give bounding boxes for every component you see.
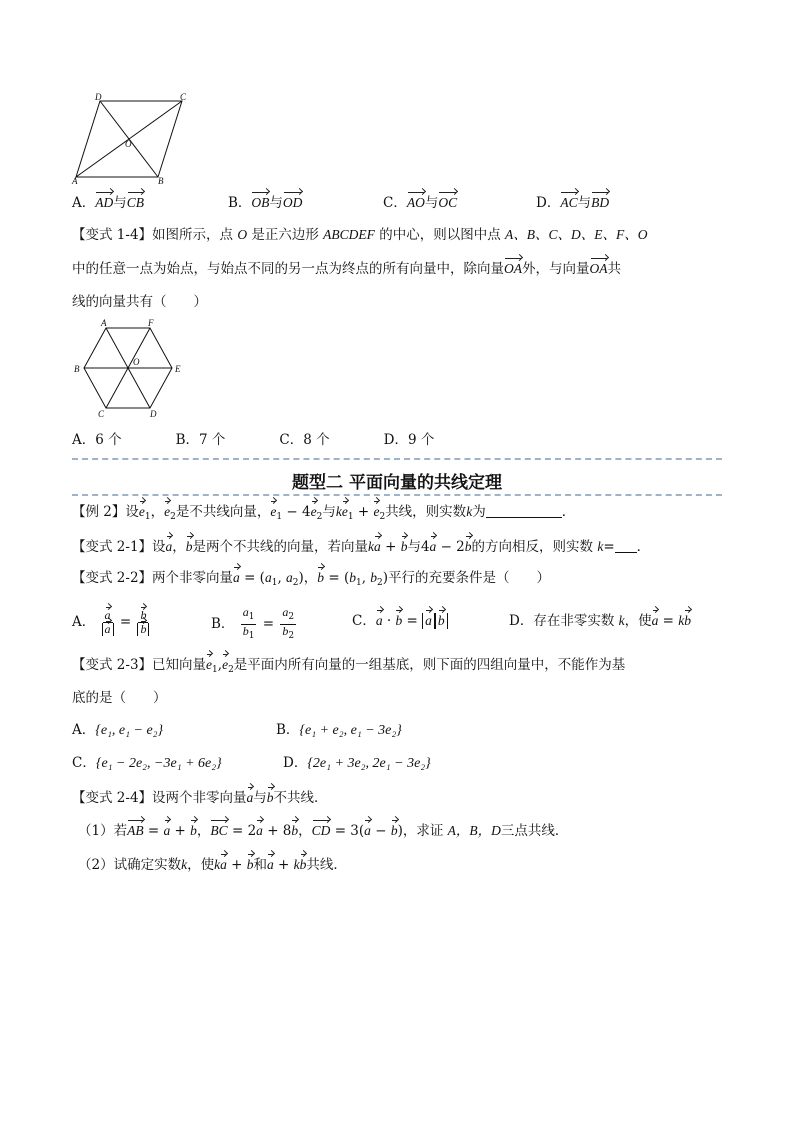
text: ，使 xyxy=(624,613,652,629)
text: ，使 xyxy=(187,857,215,873)
math: b xyxy=(282,624,289,638)
subscript: 1 xyxy=(248,612,255,622)
math: + xyxy=(380,539,401,555)
subscript: 2 xyxy=(288,612,295,622)
vector: AC xyxy=(560,195,578,210)
vector: a xyxy=(246,790,254,805)
subscript: 2 xyxy=(288,631,295,641)
text: ， xyxy=(298,823,312,839)
text: 外，与向量 xyxy=(522,261,590,277)
option-key: A． xyxy=(72,614,96,630)
label-b: B xyxy=(74,364,80,374)
text: 与 xyxy=(322,504,336,520)
text: 底的是（ ） xyxy=(72,690,167,706)
label-b: B xyxy=(158,176,164,185)
question-tag: 【变式 2-3】 xyxy=(72,657,153,673)
label-c: C xyxy=(98,409,105,419)
option-set: {2e₁ + 3e₂, 2e₁ − 3e₂} xyxy=(307,756,431,771)
subscript: 2 xyxy=(170,512,176,522)
text: ， xyxy=(196,823,211,839)
v23-option-c xyxy=(72,754,222,773)
math: b xyxy=(370,570,378,585)
variant-2-4 xyxy=(72,789,328,807)
question-tag: 【变式 2-1】 xyxy=(72,539,153,555)
math: , xyxy=(361,570,371,586)
section-divider-top xyxy=(72,458,722,460)
option-set: {e₁, e₁ − e₂} xyxy=(95,723,164,738)
option-key: B． xyxy=(211,616,235,632)
text: 三点共线． xyxy=(500,823,569,839)
question-tag: 【变式 1-4】 xyxy=(72,227,153,243)
option-key: C． xyxy=(352,613,376,629)
text: （1）若 xyxy=(78,823,128,839)
vector: a xyxy=(364,823,371,838)
v22-option-b xyxy=(211,605,298,641)
text: 平行的充要条件是（ ） xyxy=(388,570,551,586)
vector: OB xyxy=(251,195,270,210)
vector: AO xyxy=(406,195,425,210)
vector: a xyxy=(425,613,432,628)
label-f: F xyxy=(148,318,154,328)
option-key: D． xyxy=(283,755,308,771)
math: k xyxy=(466,504,473,519)
question-tag: 【变式 2-4】 xyxy=(72,790,153,806)
vector: a xyxy=(374,539,381,554)
v23-option-b xyxy=(276,721,402,740)
label-a: A xyxy=(101,318,107,328)
subscript: 1 xyxy=(212,665,218,675)
math: k xyxy=(678,613,685,628)
math: O xyxy=(237,227,248,242)
option-set: {e₁ − 2e₂, −3e₁ + 6e₂} xyxy=(95,756,222,771)
text: 如图所示，点 xyxy=(152,227,238,243)
subscript: 2 xyxy=(316,512,323,522)
option-text: 与 xyxy=(269,195,283,211)
option-key: B． xyxy=(228,195,252,211)
answer-blank[interactable] xyxy=(486,517,562,518)
vector: AB xyxy=(127,823,144,838)
subscript: 2 xyxy=(228,665,234,675)
variant-2-1 xyxy=(72,538,650,556)
option-key: D． xyxy=(536,195,561,211)
variant-2-3-line-2 xyxy=(72,689,167,707)
math: b xyxy=(349,570,356,585)
vector: a xyxy=(375,613,383,628)
vector: a xyxy=(429,539,437,554)
q13-option-c xyxy=(383,194,457,212)
math: ) xyxy=(298,570,304,586)
math: k xyxy=(618,613,625,628)
math: ABCDEF xyxy=(323,227,375,242)
subscript: 1 xyxy=(276,512,283,522)
section-title: 题型二 平面向量的共线定理 xyxy=(292,473,502,493)
fraction xyxy=(102,609,114,636)
text: 与 xyxy=(407,539,421,555)
label-a: A xyxy=(72,176,78,185)
q13-option-d xyxy=(536,194,609,212)
option-text: 与 xyxy=(577,195,592,211)
q14-line-1 xyxy=(72,226,648,244)
math: A、B、C、D、E、F、O xyxy=(505,227,648,242)
label-d: D xyxy=(95,93,102,102)
vector: b xyxy=(400,539,408,554)
math: − 2 xyxy=(436,539,465,555)
math: − 4 xyxy=(282,504,311,520)
subscript: 2 xyxy=(377,578,383,588)
math: + xyxy=(170,823,191,839)
label-o: O xyxy=(133,357,140,367)
parallelogram-figure xyxy=(70,93,195,185)
subscript: 1 xyxy=(144,512,151,522)
math: ( xyxy=(358,823,365,839)
option-text: 与 xyxy=(113,195,127,211)
variant-2-4-part-2 xyxy=(78,856,347,874)
hexagon-figure xyxy=(70,316,190,420)
text: （2）试确定实数 xyxy=(78,857,182,873)
vector: e xyxy=(341,504,348,519)
question-tag: 【变式 2-2】 xyxy=(72,570,153,586)
vector: b xyxy=(299,857,307,872)
text: ． xyxy=(636,539,651,555)
vector: a xyxy=(163,823,171,838)
text: = xyxy=(603,539,615,555)
text: 设 xyxy=(125,504,139,520)
q14-options xyxy=(72,431,434,449)
vector: b xyxy=(390,823,398,838)
text: 线的向量共有（ ） xyxy=(72,294,207,310)
math: , xyxy=(217,657,223,673)
option-text: 与 xyxy=(424,195,439,211)
math: a xyxy=(264,570,272,585)
math: − xyxy=(370,823,391,839)
answer-blank[interactable] xyxy=(615,552,637,553)
options-text: A．6 个 B．7 个 C．8 个 D．9 个 xyxy=(72,432,435,448)
vector: b xyxy=(437,613,445,628)
vector: b xyxy=(140,608,147,622)
vector: BD xyxy=(591,195,610,210)
vector: a xyxy=(651,613,659,628)
vector: b xyxy=(246,857,254,872)
text: 是两个不共线的向量，若向量 xyxy=(192,539,369,555)
subscript: 1 xyxy=(248,631,255,641)
option-key: A． xyxy=(72,722,96,738)
vector: b xyxy=(291,823,299,838)
v23-option-d xyxy=(283,754,431,773)
option-key: C． xyxy=(72,755,96,771)
text: 两个非零向量 xyxy=(152,570,234,586)
vector: a xyxy=(104,608,111,622)
math: = xyxy=(115,614,136,630)
vector: a xyxy=(233,570,240,585)
question-tag: 【例 2】 xyxy=(72,504,126,520)
vector: b xyxy=(684,613,692,628)
variant-2-4-part-1 xyxy=(78,822,568,840)
vector: b xyxy=(266,790,274,805)
option-key: C． xyxy=(383,195,407,211)
text: 与 xyxy=(253,790,267,806)
text: ， xyxy=(150,504,165,520)
math: = ( xyxy=(239,570,265,586)
subscript: 1 xyxy=(355,578,362,588)
math: · xyxy=(382,613,396,629)
fraction xyxy=(137,609,149,636)
math: = ( xyxy=(324,570,350,586)
text: ， xyxy=(303,570,318,586)
math: + xyxy=(226,857,247,873)
math: a xyxy=(282,605,289,619)
subscript: 2 xyxy=(292,578,299,588)
math: A，B，D xyxy=(447,823,501,838)
variant-2-2 xyxy=(72,569,550,592)
q13-option-a xyxy=(72,194,144,212)
vector: CB xyxy=(126,195,145,210)
q14-line-3 xyxy=(72,293,207,311)
vector: a xyxy=(267,857,274,872)
text: ，求证 xyxy=(402,823,448,839)
vector: b xyxy=(317,570,325,585)
q14-line-2 xyxy=(72,260,621,278)
vector: e xyxy=(138,504,145,519)
variant-2-3-line-1 xyxy=(72,656,625,679)
math: + xyxy=(353,504,374,520)
label-d: D xyxy=(150,409,157,419)
text: 是正六边形 xyxy=(247,227,324,243)
math: = xyxy=(402,613,423,629)
v23-option-a xyxy=(72,721,163,740)
option-key: A． xyxy=(72,195,96,211)
vector: a xyxy=(220,857,227,872)
text: 设两个非零向量 xyxy=(152,790,247,806)
text: 已知向量 xyxy=(152,657,207,673)
fraction xyxy=(280,606,296,643)
label-e: E xyxy=(175,364,181,374)
text: 为 xyxy=(472,504,486,520)
vector: e xyxy=(164,504,171,519)
subscript: 1 xyxy=(271,578,278,588)
fraction xyxy=(241,606,257,643)
text: 设 xyxy=(152,539,166,555)
label-o: O xyxy=(125,139,132,149)
text: 是不共线向量， xyxy=(175,504,271,520)
math: + 8 xyxy=(262,823,292,839)
vector: e xyxy=(206,657,213,672)
text: 中的任意一点为始点，与始点不同的另一点为终点的所有向量中，除向量 xyxy=(72,261,504,277)
text: 不共线． xyxy=(273,790,328,806)
vector: AD xyxy=(95,195,114,210)
vector: a xyxy=(256,823,263,838)
math: , xyxy=(277,570,287,586)
math: 4 xyxy=(420,539,430,555)
math: = xyxy=(658,613,679,629)
math: k xyxy=(597,539,604,554)
v22-option-a xyxy=(72,606,151,638)
math: k xyxy=(214,857,221,872)
q13-option-b xyxy=(228,194,302,212)
math: b xyxy=(242,624,249,638)
math: a xyxy=(286,570,293,585)
math: k xyxy=(293,857,300,872)
label-c: C xyxy=(180,93,187,102)
vector: OA xyxy=(504,261,522,276)
option-key: D．存在非零实数 xyxy=(509,613,619,629)
math: k xyxy=(335,504,342,519)
v22-option-c xyxy=(352,612,448,630)
subscript: 2 xyxy=(379,512,386,522)
text: ． xyxy=(561,504,576,520)
vector: e xyxy=(373,504,380,519)
text: 共 xyxy=(607,261,621,277)
vector: BC xyxy=(210,823,228,838)
vector: b xyxy=(140,622,147,636)
vector: e xyxy=(222,657,229,672)
vector: OA xyxy=(589,261,608,276)
vector: b xyxy=(464,539,472,554)
section-divider-bottom xyxy=(72,494,722,496)
text: 和 xyxy=(253,857,267,873)
vector: OC xyxy=(438,195,458,210)
vector: e xyxy=(310,504,317,519)
example-2 xyxy=(72,503,575,526)
text: 是平面内所有向量的一组基底，则下面的四组向量中，不能作为基 xyxy=(233,657,626,673)
vector: b xyxy=(190,823,197,838)
math: = xyxy=(258,616,279,632)
math: = 2 xyxy=(227,823,257,839)
math: + xyxy=(273,857,294,873)
text: 的方向相反，则实数 xyxy=(471,539,598,555)
math: ) xyxy=(397,823,403,839)
subscript: 1 xyxy=(347,512,354,522)
vector: a xyxy=(104,622,111,636)
vector: b xyxy=(395,613,403,628)
option-key: B． xyxy=(276,722,300,738)
vector: b xyxy=(185,539,193,554)
math: ) xyxy=(382,570,389,586)
vector: OD xyxy=(282,195,303,210)
vector: CD xyxy=(311,823,331,838)
math: k xyxy=(181,857,188,872)
text: 的中心，则以图中点 xyxy=(374,227,506,243)
math: = 3 xyxy=(330,823,359,839)
math: = xyxy=(143,823,164,839)
vector: a xyxy=(165,539,173,554)
text: ， xyxy=(172,539,186,555)
v22-option-d xyxy=(509,612,691,630)
text: 共线，则实数 xyxy=(385,504,467,520)
text: 共线． xyxy=(306,857,347,873)
vector: e xyxy=(270,504,277,519)
option-set: {e₁ + e₂, e₁ − 3e₂} xyxy=(299,723,402,738)
math: k xyxy=(368,539,375,554)
math: a xyxy=(242,605,249,619)
